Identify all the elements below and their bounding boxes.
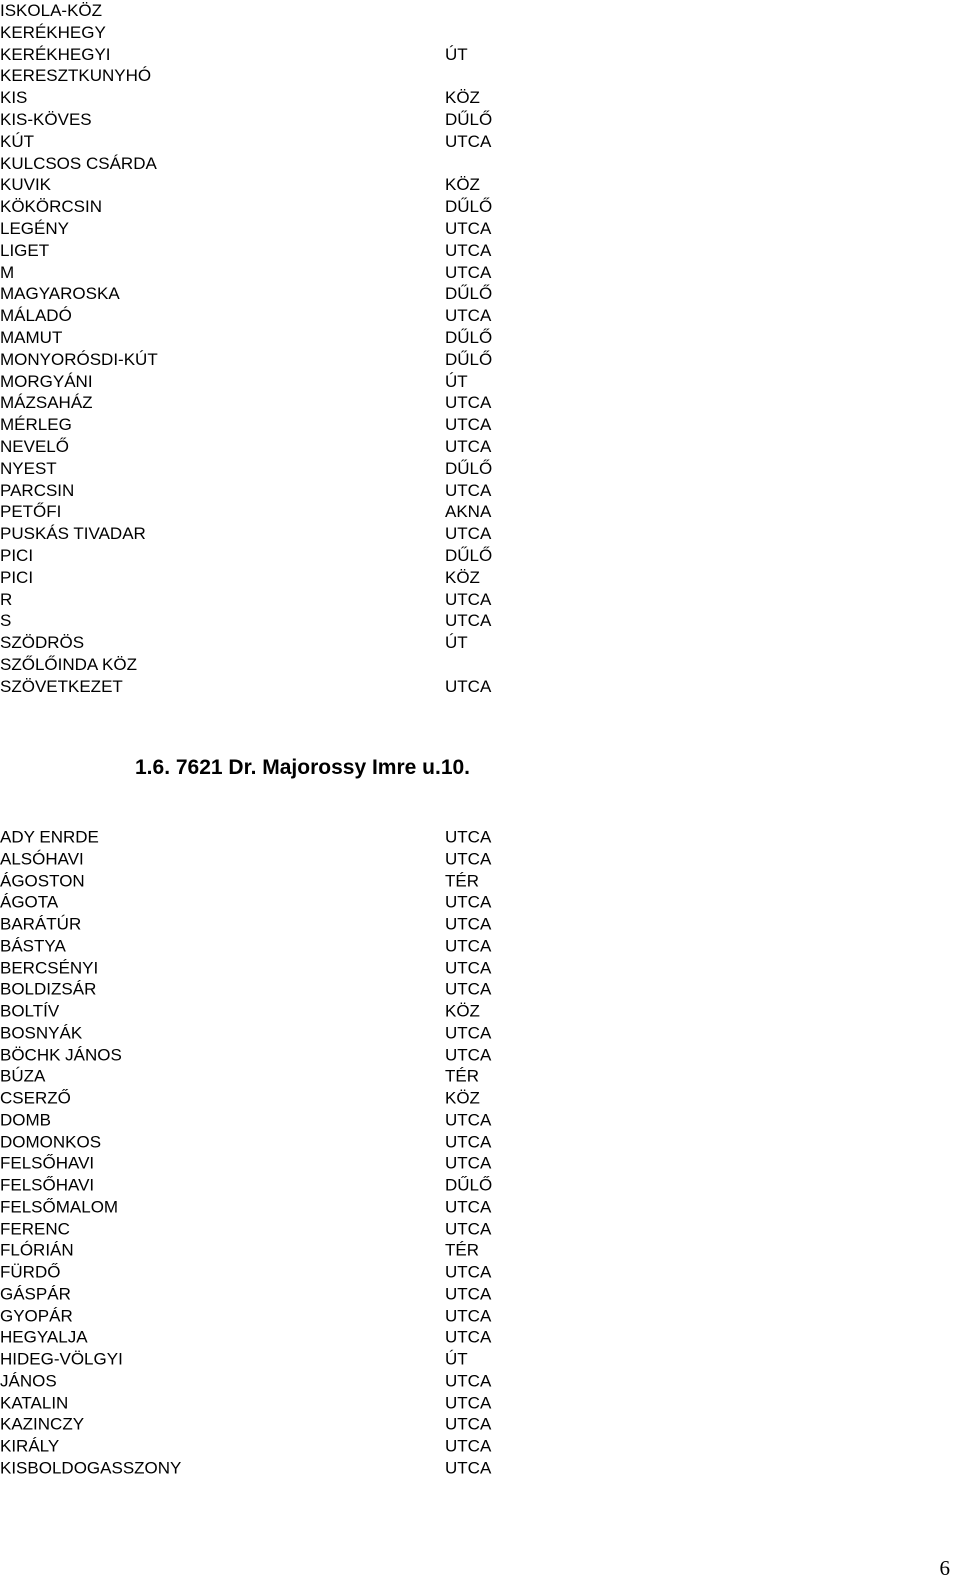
street-type: DŰLŐ: [445, 458, 493, 478]
street-type: KÖZ: [445, 175, 480, 195]
list-item: [0, 871, 960, 892]
street-type: ÚT: [445, 44, 468, 64]
street-type: UTCA: [445, 1045, 492, 1064]
street-name: KUVIK: [0, 175, 52, 195]
street-name: FÜRDŐ: [0, 1262, 61, 1282]
list-item: [0, 892, 960, 913]
street-name: S: [0, 611, 12, 631]
street-type: UTCA: [445, 611, 492, 631]
street-type: UTCA: [445, 480, 492, 500]
street-name: BOLDIZSÁR: [0, 980, 97, 999]
list-item: [0, 1066, 960, 1087]
street-name: BOSNYÁK: [0, 1023, 83, 1042]
street-type: ÚT: [445, 371, 468, 391]
list-item: [0, 1262, 960, 1283]
street-type: UTCA: [445, 218, 492, 238]
street-type: UTCA: [445, 1132, 492, 1151]
street-type: DŰLŐ: [445, 349, 493, 369]
street-type: UTCA: [445, 1284, 492, 1303]
street-name: BÖCHK JÁNOS: [0, 1045, 122, 1064]
street-name: BOLTÍV: [0, 1001, 60, 1021]
street-name: SZÖDRÖS: [0, 633, 85, 653]
street-name: LEGÉNY: [0, 218, 69, 238]
street-name: GÁSPÁR: [0, 1284, 71, 1303]
list-item: [0, 827, 960, 848]
street-name: ALSÓHAVI: [0, 849, 84, 868]
street-name: KATALIN: [0, 1393, 69, 1412]
street-name: ÁGOSTON: [0, 871, 85, 890]
list-item: [0, 349, 960, 371]
street-type: TÉR: [445, 871, 479, 890]
street-name: BARÁTÚR: [0, 914, 82, 934]
street-name: FELSŐHAVI: [0, 1175, 95, 1195]
street-name: FLÓRIÁN: [0, 1241, 74, 1260]
list-item: [0, 1436, 960, 1457]
list-item: [0, 196, 960, 218]
street-type: DŰLŐ: [445, 197, 493, 217]
list-item: [0, 545, 960, 567]
street-type: UTCA: [445, 827, 492, 847]
list-item: [0, 44, 960, 66]
street-type: UTCA: [445, 936, 492, 955]
street-name: DOMB: [0, 1110, 51, 1129]
street-type: UTCA: [445, 914, 492, 934]
street-name: KISBOLDOGASSZONY: [0, 1458, 182, 1477]
street-name: M: [0, 262, 15, 282]
street-name: MÁLADÓ: [0, 306, 72, 326]
page-number: 6: [939, 1556, 950, 1580]
street-name: KIS: [0, 88, 28, 108]
street-name: KÚT: [0, 131, 34, 151]
street-type: UTCA: [445, 1371, 492, 1390]
list-item: [0, 87, 960, 109]
street-name: KÖKÖRCSIN: [0, 197, 103, 217]
street-name: KERÉKHEGYI: [0, 44, 111, 64]
street-type: DŰLŐ: [445, 109, 493, 129]
list-item: [0, 371, 960, 393]
street-name: ADY ENRDE: [0, 827, 99, 847]
list-item: [0, 676, 960, 698]
list-item: [0, 153, 960, 175]
street-name: FERENC: [0, 1219, 70, 1238]
street-name: R: [0, 589, 13, 609]
list-item: [0, 414, 960, 436]
street-name: KERÉKHEGY: [0, 22, 106, 42]
street-name: NEVELŐ: [0, 436, 69, 456]
street-type: UTCA: [445, 958, 492, 977]
street-name: LIGET: [0, 240, 50, 260]
street-type: KÖZ: [445, 1001, 480, 1021]
list-item: [0, 589, 960, 611]
street-name: PUSKÁS TIVADAR: [0, 524, 146, 544]
street-name: NYEST: [0, 458, 57, 478]
list-item: [0, 567, 960, 589]
street-type: UTCA: [445, 1197, 492, 1216]
street-name: MÉRLEG: [0, 415, 72, 435]
street-list-bottom: [0, 827, 960, 1480]
street-name: MAMUT: [0, 327, 63, 347]
list-item: [0, 458, 960, 480]
street-name: FELSŐMALOM: [0, 1197, 119, 1216]
street-name: MONYORÓSDI-KÚT: [0, 349, 158, 369]
street-name: PETŐFI: [0, 502, 62, 522]
street-name: PARCSIN: [0, 480, 75, 500]
list-item: [0, 936, 960, 957]
list-item: [0, 1414, 960, 1435]
street-name: JÁNOS: [0, 1371, 57, 1390]
street-name: BÁSTYA: [0, 936, 66, 955]
list-item: [0, 131, 960, 153]
street-type: DŰLŐ: [445, 545, 493, 565]
section-heading: 1.6. 7621 Dr. Majorossy Imre u.10.: [135, 756, 471, 779]
street-name: MORGYÁNI: [0, 371, 93, 391]
street-type: UTCA: [445, 589, 492, 609]
street-type: UTCA: [445, 524, 492, 544]
list-item: [0, 1458, 960, 1479]
list-item: [0, 654, 960, 676]
list-item: [0, 1110, 960, 1131]
list-item: [0, 1284, 960, 1305]
list-item: [0, 914, 960, 935]
list-item: [0, 283, 960, 305]
street-type: UTCA: [445, 436, 492, 456]
street-type: UTCA: [445, 1110, 492, 1129]
street-type: UTCA: [445, 676, 492, 696]
street-type: UTCA: [445, 1262, 492, 1282]
street-type: KÖZ: [445, 1088, 480, 1108]
street-name: KERESZTKUNYHÓ: [0, 66, 152, 86]
list-item: [0, 1197, 960, 1218]
list-item: [0, 632, 960, 654]
list-item: [0, 1175, 960, 1196]
street-type: UTCA: [445, 1023, 492, 1042]
street-name: BERCSÉNYI: [0, 958, 99, 977]
list-item: [0, 1045, 960, 1066]
street-type: UTCA: [445, 1393, 492, 1412]
list-item: [0, 240, 960, 262]
street-type: UTCA: [445, 1458, 492, 1477]
street-type: UTCA: [445, 1306, 492, 1325]
list-item: [0, 1023, 960, 1044]
list-item: [0, 480, 960, 502]
list-item: [0, 501, 960, 523]
street-type: UTCA: [445, 393, 492, 413]
list-item: [0, 1219, 960, 1240]
list-item: [0, 523, 960, 545]
list-item: [0, 849, 960, 870]
street-type: TÉR: [445, 1241, 479, 1260]
list-item: [0, 1349, 960, 1370]
list-item: [0, 1393, 960, 1414]
street-list-top: [0, 0, 960, 698]
street-type: KÖZ: [445, 88, 480, 108]
list-item: [0, 958, 960, 979]
street-name: MÁZSAHÁZ: [0, 393, 93, 413]
list-item: [0, 436, 960, 458]
list-item: [0, 262, 960, 284]
street-name: KIRÁLY: [0, 1436, 60, 1456]
street-name: ÁGOTA: [0, 893, 59, 912]
street-type: UTCA: [445, 1219, 492, 1238]
street-type: DŰLŐ: [445, 284, 493, 304]
street-name: HEGYALJA: [0, 1328, 88, 1347]
list-item: [0, 1371, 960, 1392]
street-name: DOMONKOS: [0, 1132, 102, 1151]
street-name: CSERZŐ: [0, 1088, 71, 1108]
list-item: [0, 1240, 960, 1261]
list-item: [0, 22, 960, 44]
street-name: KAZINCZY: [0, 1415, 85, 1434]
street-name: GYOPÁR: [0, 1306, 73, 1325]
list-item: [0, 1088, 960, 1109]
list-item: [0, 1132, 960, 1153]
list-item: [0, 610, 960, 632]
street-type: UTCA: [445, 240, 492, 260]
street-type: UTCA: [445, 1328, 492, 1347]
list-item: [0, 1001, 960, 1022]
list-item: [0, 1327, 960, 1348]
street-type: UTCA: [445, 131, 492, 151]
list-item: [0, 109, 960, 131]
street-type: UTCA: [445, 262, 492, 282]
street-type: UTCA: [445, 1154, 492, 1173]
street-name: FELSŐHAVI: [0, 1154, 95, 1173]
street-type: UTCA: [445, 893, 492, 912]
list-item: [0, 1153, 960, 1174]
street-type: KÖZ: [445, 567, 480, 587]
street-type: UTCA: [445, 415, 492, 435]
street-name: ISKOLA-KÖZ: [0, 1, 103, 20]
list-item: [0, 305, 960, 327]
list-item: [0, 1306, 960, 1327]
street-type: UTCA: [445, 1436, 492, 1456]
street-name: PICI: [0, 545, 34, 565]
list-item: [0, 327, 960, 349]
street-name: SZŐLŐINDA KÖZ: [0, 654, 137, 674]
street-type: TÉR: [445, 1067, 479, 1086]
list-item: [0, 0, 960, 22]
street-type: DŰLŐ: [445, 327, 493, 347]
street-type: UTCA: [445, 980, 492, 999]
list-item: [0, 218, 960, 240]
street-type: UTCA: [445, 1415, 492, 1434]
street-type: AKNA: [445, 502, 492, 522]
street-type: UTCA: [445, 849, 492, 868]
list-item: [0, 65, 960, 87]
list-item: [0, 979, 960, 1000]
street-type: UTCA: [445, 306, 492, 326]
list-item: [0, 174, 960, 196]
street-name: KIS-KÖVES: [0, 109, 92, 129]
street-name: BÚZA: [0, 1067, 46, 1086]
street-type: ÚT: [445, 1349, 468, 1369]
street-type: ÚT: [445, 633, 468, 653]
street-name: KULCSOS CSÁRDA: [0, 153, 157, 173]
street-type: DŰLŐ: [445, 1175, 493, 1195]
street-name: SZÖVETKEZET: [0, 676, 123, 696]
street-name: MAGYAROSKA: [0, 284, 120, 304]
street-name: PICI: [0, 567, 34, 587]
list-item: [0, 392, 960, 414]
street-name: HIDEG-VÖLGYI: [0, 1349, 123, 1369]
